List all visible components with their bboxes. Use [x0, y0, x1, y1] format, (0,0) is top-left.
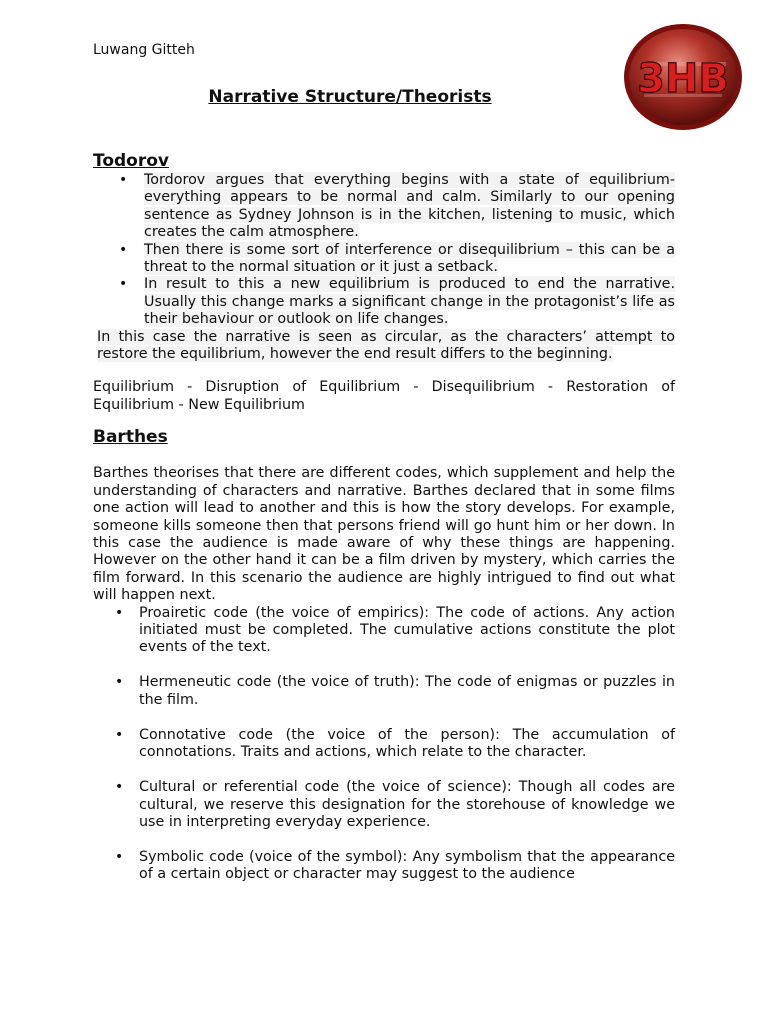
document-body [93, 150, 675, 884]
barthes-intro: Barthes theorises that there are different codes, which supplement and help the understanding of characters and narrative. Barthes declared that in some films one action will lead to another and this is how the story develops. For example, someone kills someone then that persons friend will go hunt him or her down. In this case the audience is made aware of why these things are happening. However on the other hand it can be a film driven by mystery, which carries the film forward. In this scenario the audience are highly intrigued to find out what will happen next. [93, 465, 675, 604]
document-title: Narrative Structure/Theorists [208, 87, 492, 107]
equilibrium-sequence: Equilibrium - Disruption of Equilibrium - Disequilibrium - Restoration of Equilibrium - New Equilibrium [93, 379, 675, 413]
todorov-bullet-2: • Then there is some sort of interference or disequilibrium – this can be a threat to the normal situation or it just a setback. [93, 242, 675, 277]
todorov-heading: Todorov [93, 151, 170, 171]
logo-graphic [622, 22, 744, 132]
cultural-code-item: • Cultural or referential code (the voice of science): Though all codes are cultural, we reserve this designation for the storehouse of knowledge we use in interpreting everyday experience. [93, 779, 675, 831]
todorov-bullet-3: • In result to this a new equilibrium is produced to end the narrative. Usually this change marks a significant change in the protagonist’s life as their behaviour or outlook on life changes. [93, 276, 675, 328]
logo-text: 3HB [637, 56, 729, 102]
barthes-heading: Barthes [93, 427, 168, 448]
todorov-bullet-1: • Tordorov argues that everything begins with a state of equilibrium- everything appears to be normal and calm. Similarly to our opening sentence as Sydney Johnson is in the kitchen, listening to music, which creates the calm atmosphere. [93, 172, 675, 242]
todorov-list [93, 172, 675, 329]
symbolic-code-item: • Symbolic code (voice of the symbol): Any symbolism that the appearance of a certain object or character may suggest to the audience [93, 849, 675, 884]
author-name: Luwang Gitteh [93, 42, 195, 58]
3hb-logo [622, 22, 744, 132]
hermeneutic-code-item: • Hermeneutic code (the voice of truth): The code of enigmas or puzzles in the film. [93, 674, 675, 709]
todorov-circular-paragraph: In this case the narrative is seen as circular, as the characters’ attempt to restore the equilibrium, however the end result differs to the beginning. [97, 328, 675, 363]
barthes-codes-list [93, 605, 675, 884]
proairetic-code-item: • Proairetic code (the voice of empirics): The code of actions. Any action initiated must be completed. The cumulative actions constitute the plot events of the text. [93, 605, 675, 657]
connotative-code-item: • Connotative code (the voice of the person): The accumulation of connotations. Traits and actions, which relate to the character. [93, 727, 675, 762]
